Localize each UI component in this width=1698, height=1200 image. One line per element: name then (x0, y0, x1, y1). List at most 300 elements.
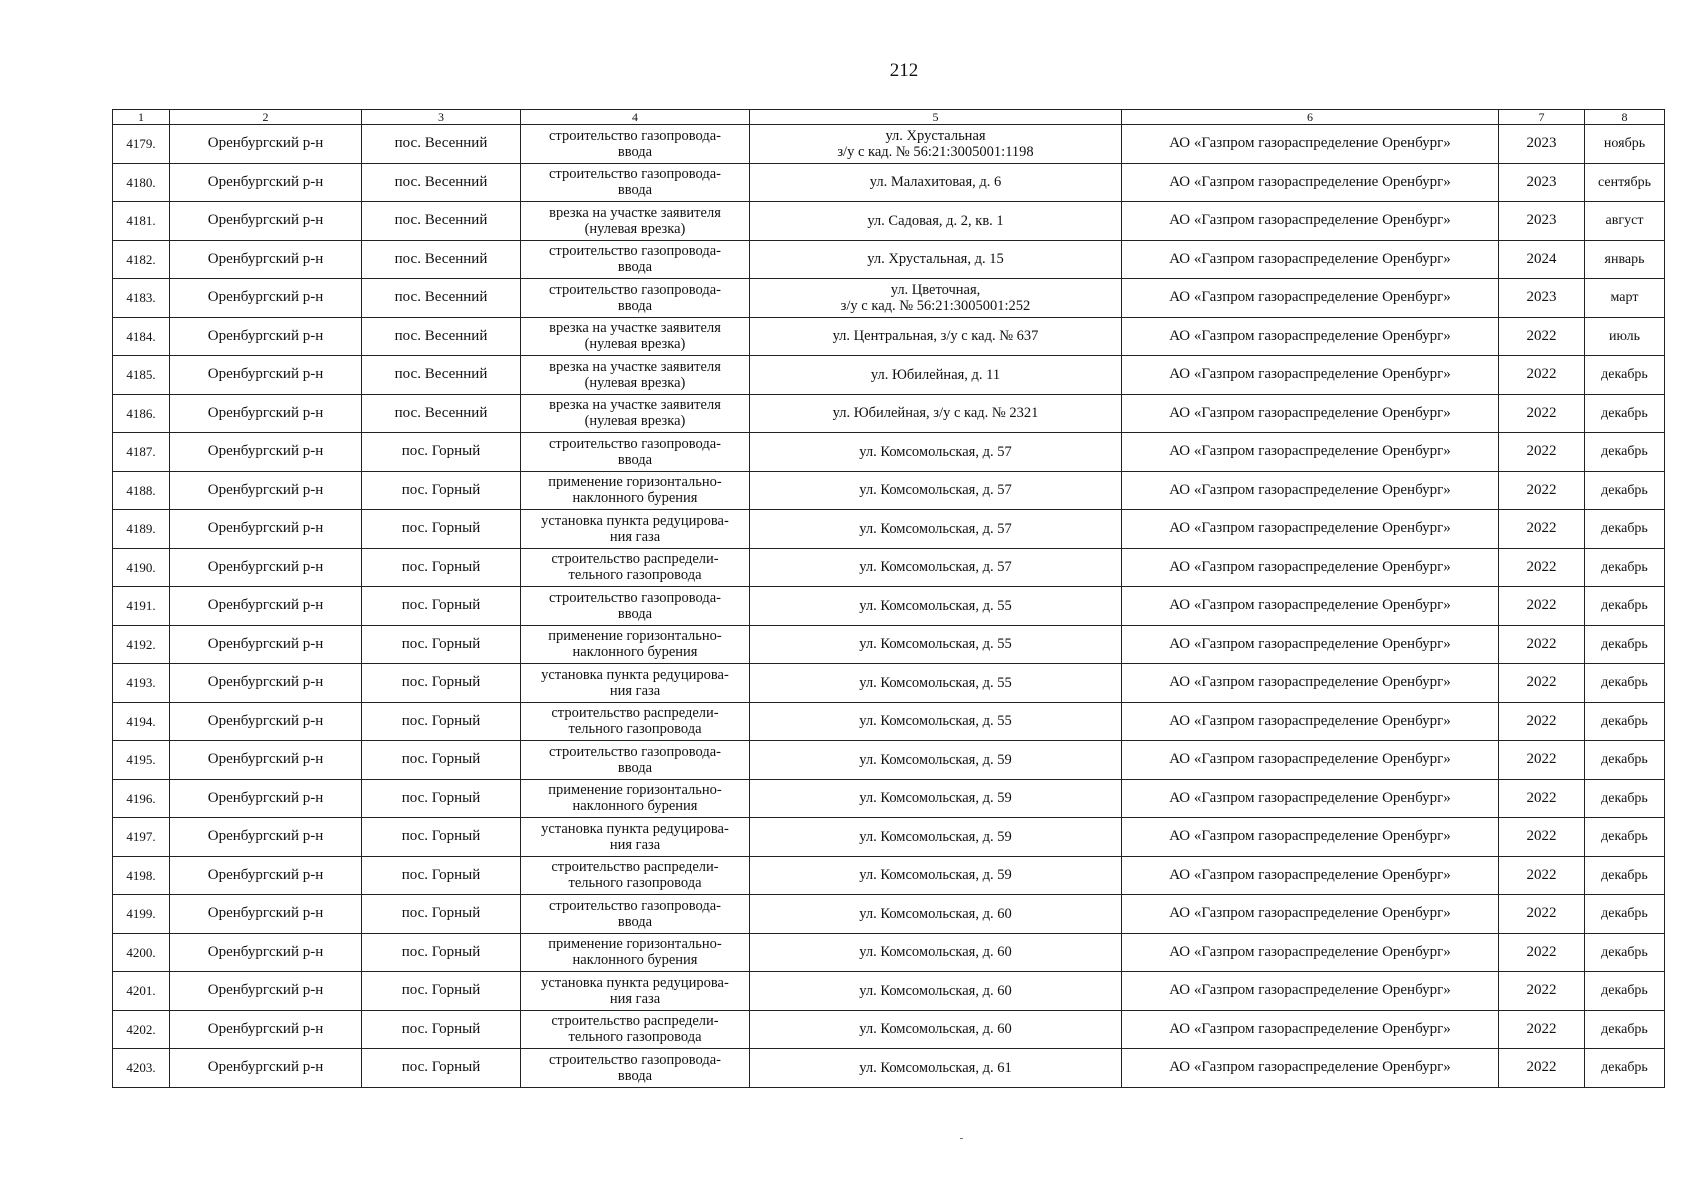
table-row (113, 356, 1665, 395)
address-cell-line: ул. Комсомольская, д. 61 (859, 1059, 1012, 1076)
district-cell: Оренбургский р-н (170, 548, 362, 587)
address-cell (750, 163, 1122, 202)
year-cell: 2022 (1499, 741, 1585, 780)
work-type-cell (521, 394, 750, 433)
address-cell (750, 702, 1122, 741)
work-type-cell-line: строительство газопровода- (549, 127, 721, 144)
work-type-cell (521, 972, 750, 1011)
address-cell (750, 856, 1122, 895)
row-number: 4184. (113, 317, 170, 356)
work-type-cell (521, 433, 750, 472)
address-cell-line: ул. Комсомольская, д. 55 (859, 713, 1012, 730)
year-cell: 2022 (1499, 394, 1585, 433)
settlement-cell: пос. Горный (362, 664, 521, 703)
address-cell (750, 933, 1122, 972)
year-cell: 2023 (1499, 163, 1585, 202)
address-cell-line: ул. Комсомольская, д. 59 (859, 790, 1012, 807)
address-cell (750, 317, 1122, 356)
month-cell: декабрь (1585, 933, 1665, 972)
work-type-cell-line: (нулевая врезка) (584, 220, 686, 237)
work-type-cell-line: строительство распредели- (551, 551, 719, 568)
district-cell: Оренбургский р-н (170, 856, 362, 895)
address-cell (750, 779, 1122, 818)
table-row (113, 279, 1665, 318)
row-number: 4182. (113, 240, 170, 279)
year-cell: 2022 (1499, 856, 1585, 895)
address-cell-line: ул. Комсомольская, д. 60 (859, 905, 1012, 922)
year-cell: 2023 (1499, 202, 1585, 241)
organization-cell: АО «Газпром газораспределение Оренбург» (1122, 587, 1499, 626)
work-type-cell-line: тельного газопровода (568, 1029, 702, 1046)
organization-cell: АО «Газпром газораспределение Оренбург» (1122, 163, 1499, 202)
settlement-cell: пос. Весенний (362, 125, 521, 164)
address-cell-line: ул. Цветочная, (890, 281, 981, 298)
address-cell (750, 587, 1122, 626)
table-row (113, 317, 1665, 356)
column-header-4: 4 (521, 110, 750, 125)
settlement-cell: пос. Горный (362, 895, 521, 934)
work-type-cell-line: ввода (617, 1067, 653, 1084)
address-cell-line: ул. Юбилейная, з/у с кад. № 2321 (832, 405, 1039, 422)
table-row (113, 779, 1665, 818)
address-cell-line: ул. Малахитовая, д. 6 (869, 174, 1002, 191)
work-type-cell-line: строительство распредели- (551, 1013, 719, 1030)
table-row (113, 625, 1665, 664)
table-row (113, 1010, 1665, 1049)
work-type-cell-line: применение горизонтально- (548, 474, 722, 491)
organization-cell: АО «Газпром газораспределение Оренбург» (1122, 356, 1499, 395)
district-cell: Оренбургский р-н (170, 317, 362, 356)
organization-cell: АО «Газпром газораспределение Оренбург» (1122, 279, 1499, 318)
table-row (113, 471, 1665, 510)
address-cell-line: ул. Комсомольская, д. 57 (859, 520, 1012, 537)
address-cell (750, 433, 1122, 472)
address-cell-line: ул. Комсомольская, д. 60 (859, 944, 1012, 961)
work-type-cell (521, 548, 750, 587)
row-number: 4203. (113, 1049, 170, 1088)
column-header-1: 1 (113, 110, 170, 125)
work-type-cell (521, 356, 750, 395)
work-type-cell-line: установка пункта редуцирова- (541, 820, 729, 837)
district-cell: Оренбургский р-н (170, 356, 362, 395)
year-cell: 2022 (1499, 471, 1585, 510)
row-number: 4187. (113, 433, 170, 472)
table-row (113, 664, 1665, 703)
settlement-cell: пос. Горный (362, 856, 521, 895)
row-number: 4195. (113, 741, 170, 780)
work-type-cell-line: применение горизонтально- (548, 782, 722, 799)
row-number: 4186. (113, 394, 170, 433)
work-type-cell-line: строительство газопровода- (549, 243, 721, 260)
month-cell: декабрь (1585, 625, 1665, 664)
year-cell: 2023 (1499, 125, 1585, 164)
month-cell: декабрь (1585, 587, 1665, 626)
month-cell: декабрь (1585, 548, 1665, 587)
organization-cell: АО «Газпром газораспределение Оренбург» (1122, 317, 1499, 356)
month-cell: декабрь (1585, 510, 1665, 549)
row-number: 4183. (113, 279, 170, 318)
district-cell: Оренбургский р-н (170, 125, 362, 164)
organization-cell: АО «Газпром газораспределение Оренбург» (1122, 1049, 1499, 1088)
month-cell: декабрь (1585, 895, 1665, 934)
address-cell-line: ул. Комсомольская, д. 55 (859, 597, 1012, 614)
settlement-cell: пос. Весенний (362, 279, 521, 318)
district-cell: Оренбургский р-н (170, 587, 362, 626)
work-type-cell-line: (нулевая врезка) (584, 413, 686, 430)
work-type-cell-line: ввода (617, 451, 653, 468)
work-type-cell-line: ввода (617, 913, 653, 930)
work-type-cell-line: установка пункта редуцирова- (541, 666, 729, 683)
address-cell (750, 240, 1122, 279)
work-type-cell-line: ввода (617, 182, 653, 199)
year-cell: 2022 (1499, 433, 1585, 472)
month-cell: декабрь (1585, 702, 1665, 741)
address-cell (750, 279, 1122, 318)
year-cell: 2022 (1499, 702, 1585, 741)
address-cell-line: з/у с кад. № 56:21:3005001:1198 (837, 143, 1034, 160)
work-type-cell-line: строительство газопровода- (549, 435, 721, 452)
work-type-cell (521, 240, 750, 279)
district-cell: Оренбургский р-н (170, 1010, 362, 1049)
address-cell (750, 125, 1122, 164)
row-number: 4192. (113, 625, 170, 664)
year-cell: 2022 (1499, 1010, 1585, 1049)
work-type-cell-line: наклонного бурения (572, 644, 698, 661)
work-type-cell-line: ния газа (609, 990, 661, 1007)
address-cell-line: ул. Комсомольская, д. 59 (859, 828, 1012, 845)
district-cell: Оренбургский р-н (170, 394, 362, 433)
work-type-cell-line: строительство газопровода- (549, 281, 721, 298)
work-type-cell-line: наклонного бурения (572, 952, 698, 969)
address-cell (750, 818, 1122, 857)
address-cell-line: ул. Хрустальная (885, 127, 986, 144)
address-cell (750, 625, 1122, 664)
work-type-cell-line: тельного газопровода (568, 875, 702, 892)
work-type-cell (521, 664, 750, 703)
work-type-cell (521, 125, 750, 164)
month-cell: декабрь (1585, 471, 1665, 510)
month-cell: декабрь (1585, 664, 1665, 703)
month-cell: декабрь (1585, 1010, 1665, 1049)
work-type-cell-line: врезка на участке заявителя (549, 320, 721, 337)
address-cell-line: ул. Комсомольская, д. 57 (859, 443, 1012, 460)
work-type-cell-line: ввода (617, 297, 653, 314)
address-cell (750, 972, 1122, 1011)
table-row (113, 510, 1665, 549)
settlement-cell: пос. Весенний (362, 163, 521, 202)
organization-cell: АО «Газпром газораспределение Оренбург» (1122, 702, 1499, 741)
month-cell: декабрь (1585, 856, 1665, 895)
address-cell (750, 1010, 1122, 1049)
work-type-cell (521, 317, 750, 356)
organization-cell: АО «Газпром газораспределение Оренбург» (1122, 779, 1499, 818)
table-row (113, 702, 1665, 741)
work-type-cell-line: ввода (617, 143, 653, 160)
address-cell-line: ул. Центральная, з/у с кад. № 637 (832, 328, 1039, 345)
work-type-cell (521, 587, 750, 626)
work-type-cell (521, 163, 750, 202)
settlement-cell: пос. Горный (362, 471, 521, 510)
work-type-cell-line: ввода (617, 605, 653, 622)
column-header-3: 3 (362, 110, 521, 125)
month-cell: декабрь (1585, 356, 1665, 395)
district-cell: Оренбургский р-н (170, 818, 362, 857)
work-type-cell (521, 741, 750, 780)
year-cell: 2022 (1499, 317, 1585, 356)
district-cell: Оренбургский р-н (170, 702, 362, 741)
district-cell: Оренбургский р-н (170, 972, 362, 1011)
year-cell: 2022 (1499, 933, 1585, 972)
work-type-cell-line: строительство газопровода- (549, 1051, 721, 1068)
organization-cell: АО «Газпром газораспределение Оренбург» (1122, 433, 1499, 472)
month-cell: ноябрь (1585, 125, 1665, 164)
work-type-cell-line: строительство газопровода- (549, 589, 721, 606)
work-type-cell-line: ввода (617, 259, 653, 276)
work-type-cell-line: применение горизонтально- (548, 936, 722, 953)
work-type-cell (521, 279, 750, 318)
table-row (113, 972, 1665, 1011)
address-cell-line: ул. Комсомольская, д. 59 (859, 867, 1012, 884)
row-number: 4199. (113, 895, 170, 934)
address-cell (750, 741, 1122, 780)
month-cell: декабрь (1585, 1049, 1665, 1088)
address-cell-line: ул. Комсомольская, д. 60 (859, 982, 1012, 999)
year-cell: 2022 (1499, 1049, 1585, 1088)
address-cell-line: ул. Хрустальная, д. 15 (867, 251, 1004, 268)
district-cell: Оренбургский р-н (170, 664, 362, 703)
table-row (113, 202, 1665, 241)
work-type-cell-line: наклонного бурения (572, 798, 698, 815)
work-type-cell (521, 625, 750, 664)
page-number: 212 (889, 60, 919, 81)
work-type-cell-line: установка пункта редуцирова- (541, 512, 729, 529)
address-cell-line: з/у с кад. № 56:21:3005001:252 (840, 297, 1031, 314)
organization-cell: АО «Газпром газораспределение Оренбург» (1122, 741, 1499, 780)
row-number: 4197. (113, 818, 170, 857)
district-cell: Оренбургский р-н (170, 202, 362, 241)
work-type-cell (521, 933, 750, 972)
address-cell (750, 202, 1122, 241)
address-cell-line: ул. Комсомольская, д. 57 (859, 482, 1012, 499)
address-cell-line: ул. Юбилейная, д. 11 (870, 366, 1001, 383)
settlement-cell: пос. Горный (362, 1049, 521, 1088)
row-number: 4179. (113, 125, 170, 164)
row-number: 4201. (113, 972, 170, 1011)
work-type-cell (521, 702, 750, 741)
organization-cell: АО «Газпром газораспределение Оренбург» (1122, 202, 1499, 241)
settlement-cell: пос. Весенний (362, 394, 521, 433)
table-row (113, 240, 1665, 279)
table-row (113, 895, 1665, 934)
month-cell: декабрь (1585, 433, 1665, 472)
work-type-cell (521, 779, 750, 818)
work-type-cell (521, 1010, 750, 1049)
column-header-8: 8 (1585, 110, 1665, 125)
work-type-cell-line: строительство распредели- (551, 705, 719, 722)
scan-speck (960, 1138, 963, 1139)
year-cell: 2022 (1499, 356, 1585, 395)
district-cell: Оренбургский р-н (170, 510, 362, 549)
work-type-cell-line: ния газа (609, 836, 661, 853)
address-cell-line: ул. Комсомольская, д. 60 (859, 1021, 1012, 1038)
year-cell: 2022 (1499, 779, 1585, 818)
row-number: 4188. (113, 471, 170, 510)
settlement-cell: пос. Весенний (362, 240, 521, 279)
row-number: 4185. (113, 356, 170, 395)
organization-cell: АО «Газпром газораспределение Оренбург» (1122, 471, 1499, 510)
table-row (113, 818, 1665, 857)
year-cell: 2022 (1499, 625, 1585, 664)
table-row (113, 394, 1665, 433)
address-cell-line: ул. Комсомольская, д. 55 (859, 674, 1012, 691)
address-cell (750, 664, 1122, 703)
row-number: 4193. (113, 664, 170, 703)
address-cell (750, 356, 1122, 395)
organization-cell: АО «Газпром газораспределение Оренбург» (1122, 625, 1499, 664)
district-cell: Оренбургский р-н (170, 279, 362, 318)
row-number: 4181. (113, 202, 170, 241)
organization-cell: АО «Газпром газораспределение Оренбург» (1122, 1010, 1499, 1049)
table-row (113, 741, 1665, 780)
column-header-5: 5 (750, 110, 1122, 125)
row-number: 4194. (113, 702, 170, 741)
address-cell (750, 394, 1122, 433)
district-cell: Оренбургский р-н (170, 1049, 362, 1088)
work-type-cell-line: применение горизонтально- (548, 628, 722, 645)
work-type-cell (521, 202, 750, 241)
year-cell: 2022 (1499, 895, 1585, 934)
year-cell: 2022 (1499, 548, 1585, 587)
column-header-6: 6 (1122, 110, 1499, 125)
address-cell (750, 1049, 1122, 1088)
address-cell (750, 510, 1122, 549)
work-type-cell-line: ния газа (609, 528, 661, 545)
work-type-cell-line: тельного газопровода (568, 567, 702, 584)
table-row (113, 433, 1665, 472)
work-type-cell (521, 895, 750, 934)
row-number: 4189. (113, 510, 170, 549)
work-type-cell (521, 818, 750, 857)
settlement-cell: пос. Горный (362, 1010, 521, 1049)
year-cell: 2022 (1499, 972, 1585, 1011)
row-number: 4200. (113, 933, 170, 972)
row-number: 4190. (113, 548, 170, 587)
address-cell-line: ул. Комсомольская, д. 59 (859, 751, 1012, 768)
row-number: 4202. (113, 1010, 170, 1049)
work-type-cell-line: установка пункта редуцирова- (541, 974, 729, 991)
work-type-cell-line: наклонного бурения (572, 490, 698, 507)
month-cell: декабрь (1585, 394, 1665, 433)
organization-cell: АО «Газпром газораспределение Оренбург» (1122, 664, 1499, 703)
organization-cell: АО «Газпром газораспределение Оренбург» (1122, 394, 1499, 433)
address-cell-line: ул. Комсомольская, д. 55 (859, 636, 1012, 653)
address-cell (750, 895, 1122, 934)
settlement-cell: пос. Горный (362, 548, 521, 587)
address-cell (750, 548, 1122, 587)
settlement-cell: пос. Горный (362, 741, 521, 780)
work-type-cell-line: строительство газопровода- (549, 166, 721, 183)
settlement-cell: пос. Горный (362, 587, 521, 626)
header-row (113, 110, 1665, 125)
work-type-cell-line: (нулевая врезка) (584, 374, 686, 391)
table-row (113, 125, 1665, 164)
settlement-cell: пос. Горный (362, 933, 521, 972)
district-cell: Оренбургский р-н (170, 741, 362, 780)
settlement-cell: пос. Горный (362, 779, 521, 818)
work-type-cell (521, 1049, 750, 1088)
district-cell: Оренбургский р-н (170, 240, 362, 279)
year-cell: 2022 (1499, 510, 1585, 549)
table-row (113, 548, 1665, 587)
month-cell: сентябрь (1585, 163, 1665, 202)
organization-cell: АО «Газпром газораспределение Оренбург» (1122, 895, 1499, 934)
table-row (113, 856, 1665, 895)
district-cell: Оренбургский р-н (170, 895, 362, 934)
organization-cell: АО «Газпром газораспределение Оренбург» (1122, 972, 1499, 1011)
district-cell: Оренбургский р-н (170, 933, 362, 972)
district-cell: Оренбургский р-н (170, 471, 362, 510)
settlement-cell: пос. Горный (362, 972, 521, 1011)
row-number: 4191. (113, 587, 170, 626)
work-type-cell-line: врезка на участке заявителя (549, 397, 721, 414)
work-type-cell-line: строительство газопровода- (549, 897, 721, 914)
organization-cell: АО «Газпром газораспределение Оренбург» (1122, 240, 1499, 279)
row-number: 4196. (113, 779, 170, 818)
work-type-cell-line: тельного газопровода (568, 721, 702, 738)
work-type-cell (521, 856, 750, 895)
work-type-cell (521, 471, 750, 510)
settlement-cell: пос. Горный (362, 510, 521, 549)
year-cell: 2022 (1499, 818, 1585, 857)
gasification-table (112, 109, 1665, 1088)
settlement-cell: пос. Горный (362, 625, 521, 664)
month-cell: декабрь (1585, 972, 1665, 1011)
table-row (113, 587, 1665, 626)
settlement-cell: пос. Весенний (362, 202, 521, 241)
work-type-cell-line: ния газа (609, 682, 661, 699)
district-cell: Оренбургский р-н (170, 625, 362, 664)
district-cell: Оренбургский р-н (170, 433, 362, 472)
month-cell: март (1585, 279, 1665, 318)
work-type-cell-line: (нулевая врезка) (584, 336, 686, 353)
row-number: 4180. (113, 163, 170, 202)
settlement-cell: пос. Весенний (362, 317, 521, 356)
table-row (113, 163, 1665, 202)
settlement-cell: пос. Горный (362, 702, 521, 741)
organization-cell: АО «Газпром газораспределение Оренбург» (1122, 510, 1499, 549)
table-body (113, 125, 1665, 1088)
year-cell: 2023 (1499, 279, 1585, 318)
table-row (113, 1049, 1665, 1088)
month-cell: август (1585, 202, 1665, 241)
address-cell (750, 471, 1122, 510)
settlement-cell: пос. Горный (362, 818, 521, 857)
settlement-cell: пос. Горный (362, 433, 521, 472)
month-cell: декабрь (1585, 741, 1665, 780)
organization-cell: АО «Газпром газораспределение Оренбург» (1122, 818, 1499, 857)
year-cell: 2022 (1499, 587, 1585, 626)
month-cell: декабрь (1585, 818, 1665, 857)
organization-cell: АО «Газпром газораспределение Оренбург» (1122, 856, 1499, 895)
organization-cell: АО «Газпром газораспределение Оренбург» (1122, 548, 1499, 587)
month-cell: июль (1585, 317, 1665, 356)
table-header (113, 110, 1665, 125)
table-row (113, 933, 1665, 972)
address-cell-line: ул. Комсомольская, д. 57 (859, 559, 1012, 576)
work-type-cell-line: врезка на участке заявителя (549, 358, 721, 375)
work-type-cell-line: ввода (617, 759, 653, 776)
year-cell: 2022 (1499, 664, 1585, 703)
